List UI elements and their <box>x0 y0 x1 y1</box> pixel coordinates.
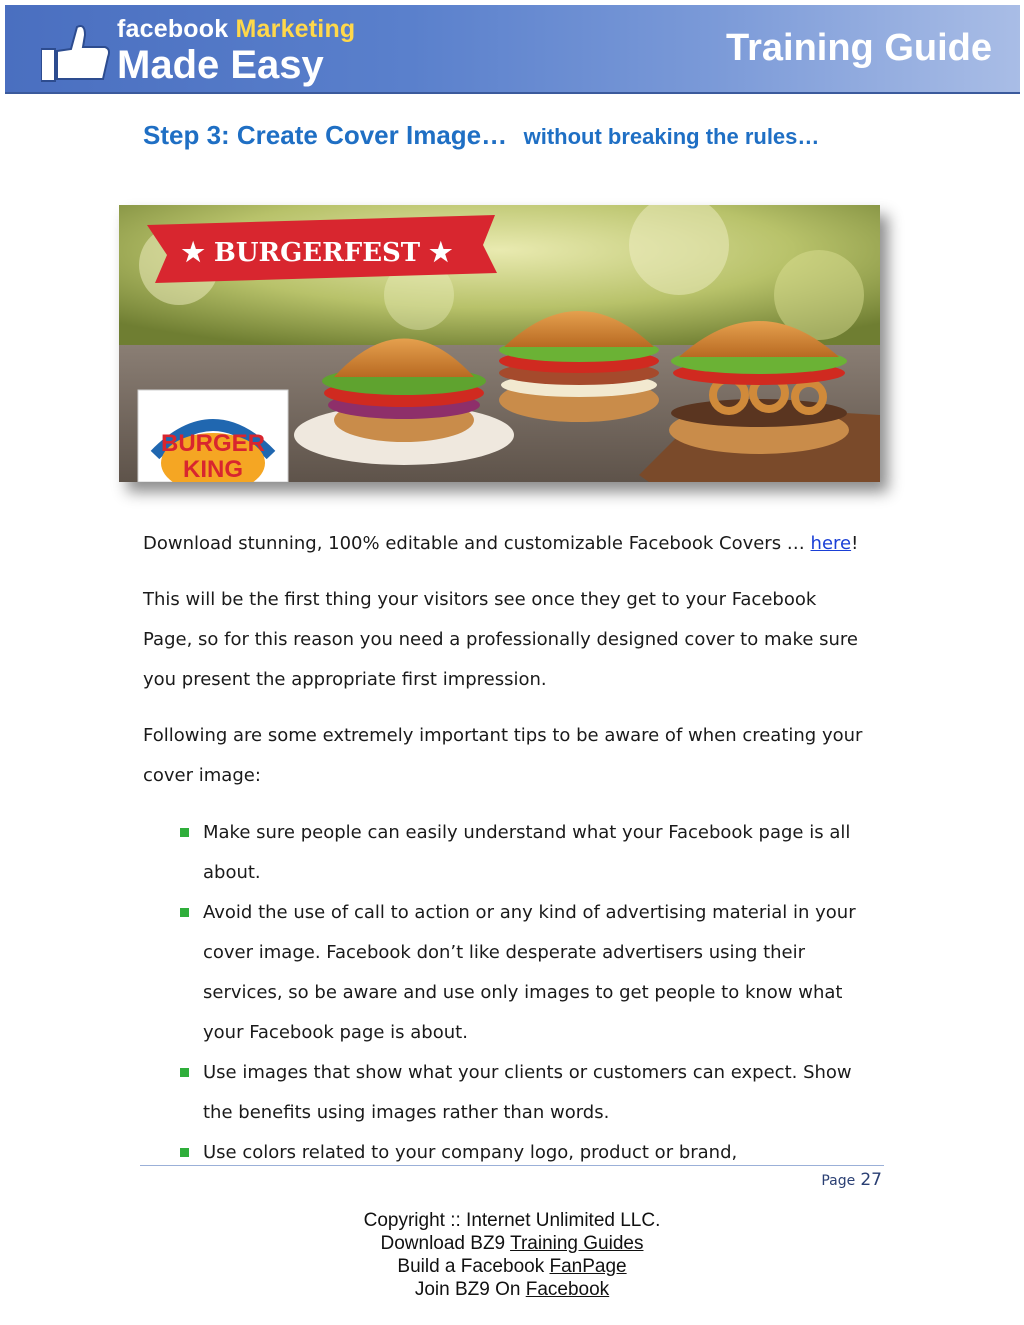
list-item: Use colors related to your company logo, product or brand, <box>180 1133 880 1173</box>
fanpage-link[interactable]: FanPage <box>549 1256 627 1277</box>
paragraph-line: cover image: <box>143 765 261 786</box>
brand-word-marketing: Marketing <box>235 15 356 43</box>
bullet-square-icon <box>180 908 189 917</box>
page-number <box>821 1170 882 1190</box>
burgerfest-banner-text: ★ BURGERFEST ★ <box>181 238 453 268</box>
brand-word-facebook: facebook <box>117 15 229 43</box>
step-title-sub: without breaking the rules… <box>523 124 820 149</box>
list-item: Make sure people can easily understand what your Facebook page is all about. <box>180 813 880 893</box>
list-item: Avoid the use of call to action or any kind of advertising material in your cover image. Facebook don’t like desperate advertisers using their services, so be aware and use only images to get people to know what your Facebook page is about. <box>180 893 880 1053</box>
intro-paragraph <box>143 580 893 700</box>
page-label: Page <box>821 1173 856 1189</box>
footer <box>0 1209 1024 1301</box>
paragraph-line: This will be the first thing your visitors see once they get to your Facebook <box>143 589 817 610</box>
bullet-square-icon <box>180 1148 189 1157</box>
page-title <box>143 120 819 151</box>
footer-download-line: Download BZ9 Training Guides <box>380 1233 644 1254</box>
paragraph-line: Following are some extremely important tips to be aware of when creating your <box>143 725 863 746</box>
cover-image-illustration <box>119 205 880 482</box>
bullet-square-icon <box>180 1068 189 1077</box>
thumbs-up-icon <box>41 21 111 83</box>
cover-image-example <box>119 205 880 482</box>
download-here-link[interactable]: here <box>810 533 852 554</box>
logo-text-burger: BURGER <box>160 430 266 457</box>
training-guides-link[interactable]: Training Guides <box>510 1233 644 1254</box>
footer-build-line: Build a Facebook FanPage <box>397 1256 627 1277</box>
header-banner <box>5 5 1020 94</box>
brand-line-1 <box>117 15 355 44</box>
facebook-link[interactable]: Facebook <box>525 1279 610 1300</box>
tips-intro-paragraph <box>143 716 893 796</box>
footer-divider <box>140 1165 884 1166</box>
logo-text-king: KING <box>183 456 243 482</box>
list-item: Use images that show what your clients or customers can expect. Show the benefits using images rather than words. <box>180 1053 880 1133</box>
page-number-value: 27 <box>860 1170 882 1190</box>
copyright-text: Copyright :: Internet Unlimited LLC. <box>363 1210 661 1231</box>
footer-join-line: Join BZ9 On Facebook <box>414 1279 610 1300</box>
paragraph-line: Page, so for this reason you need a professionally designed cover to make sure <box>143 629 858 650</box>
download-paragraph <box>143 524 893 564</box>
paragraph-line: you present the appropriate first impression. <box>143 669 547 690</box>
tips-list <box>180 813 880 1173</box>
bullet-square-icon <box>180 828 189 837</box>
guide-title: Training Guide <box>725 27 992 69</box>
download-text: Download stunning, 100% editable and customizable Facebook Covers … <box>143 533 811 554</box>
download-end: ! <box>851 533 859 554</box>
step-title-main: Step 3: Create Cover Image… <box>143 120 508 150</box>
brand-line-2: Made Easy <box>117 43 324 87</box>
